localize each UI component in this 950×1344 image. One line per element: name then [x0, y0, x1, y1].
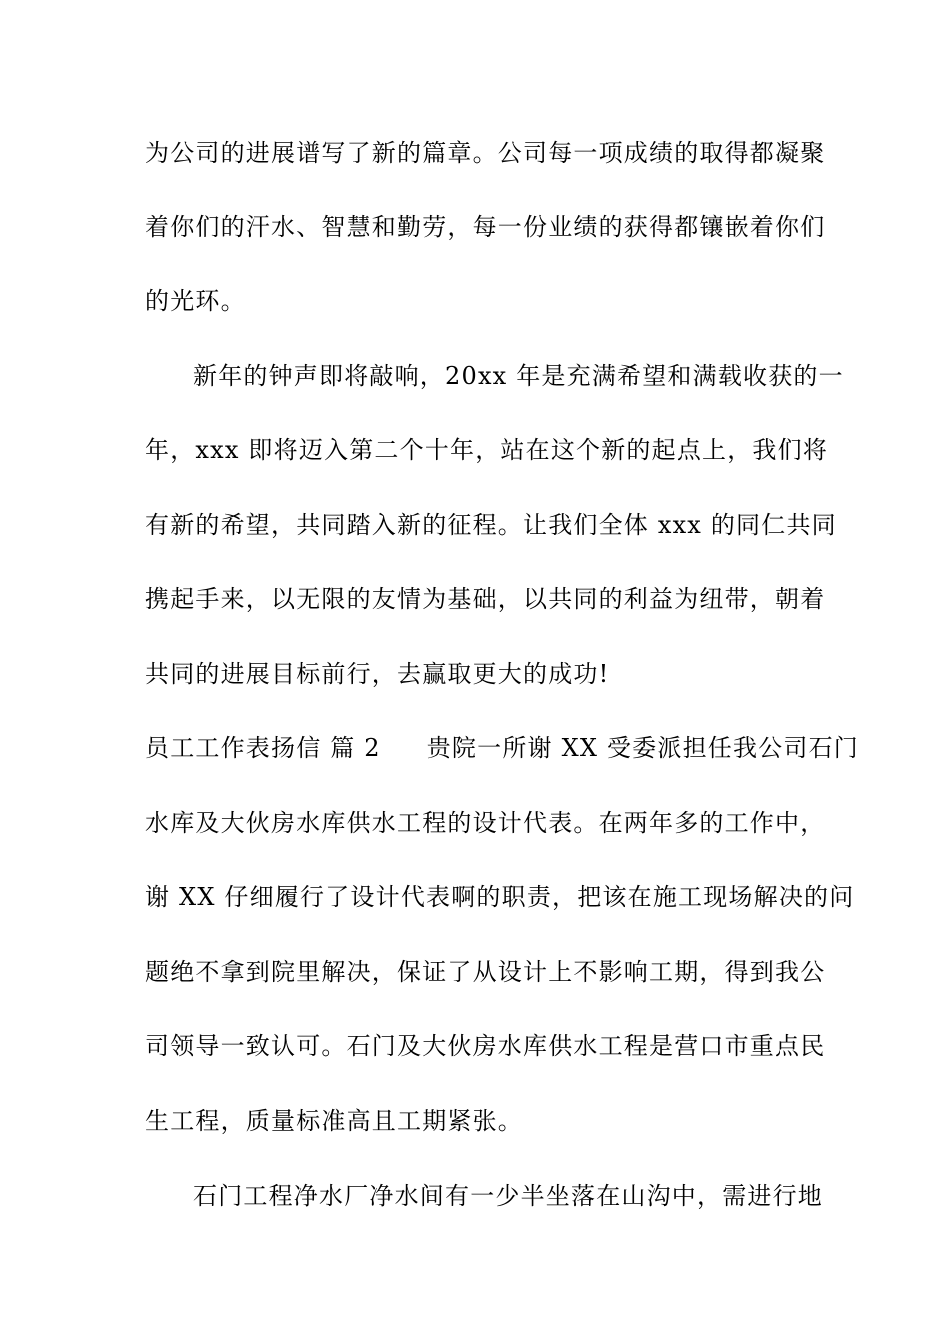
text-line: 的光环。 [145, 287, 246, 315]
text-line: 携起手来，以无限的友情为基础，以共同的利益为纽带，朝着 [145, 585, 826, 613]
text-line: 司领导一致认可。石门及大伙房水库供水工程是营口市重点民 [145, 1032, 826, 1060]
section-heading-line [145, 733, 859, 763]
text-line: 生工程，质量标准高且工期紧张。 [145, 1107, 523, 1135]
text-line: 年，xxx 即将迈入第二个十年，站在这个新的起点上，我们将 [145, 436, 829, 464]
section-first-sentence: 贵院一所谢 XX 受委派担任我公司石门 [426, 734, 859, 762]
paragraph-first-line: 石门工程净水厂净水间有一少半坐落在山沟中，需进行地 [193, 1182, 823, 1210]
text-line: 有新的希望，共同踏入新的征程。让我们全体 xxx 的同仁共同 [145, 511, 837, 539]
text-line: 共同的进展目标前行，去赢取更大的成功! [145, 660, 610, 688]
text-line: 谢 XX 仔细履行了设计代表啊的职责，把该在施工现场解决的问 [145, 883, 855, 911]
text-line: 题绝不拿到院里解决，保证了从设计上不影响工期，得到我公 [145, 958, 826, 986]
text-line: 为公司的进展谱写了新的篇章。公司每一项成绩的取得都凝聚 [145, 139, 826, 167]
text-line: 着你们的汗水、智慧和勤劳，每一份业绩的获得都镶嵌着你们 [145, 213, 826, 241]
section-heading: 员工工作表扬信 篇 2 [145, 734, 381, 762]
text-line: 水库及大伙房水库供水工程的设计代表。在两年多的工作中， [145, 809, 826, 837]
paragraph-first-line: 新年的钟声即将敲响，20xx 年是充满希望和满载收获的一 [193, 362, 844, 390]
